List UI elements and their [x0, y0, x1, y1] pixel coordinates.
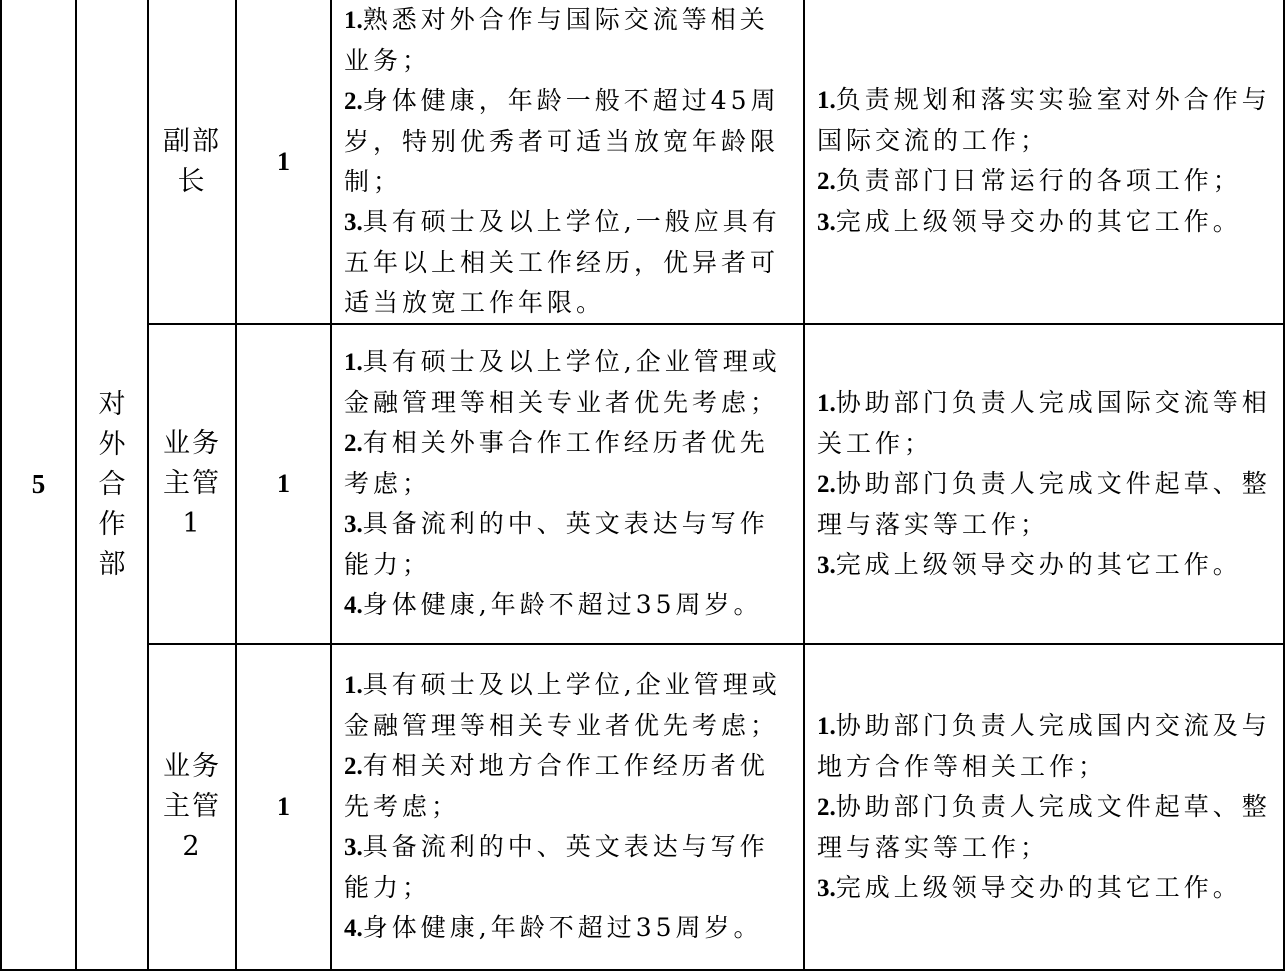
- duties-cell: [804, 644, 1284, 970]
- duty-item: 3.完成上级领导交办的其它工作。: [817, 549, 1242, 579]
- duty-item: 3.完成上级领导交办的其它工作。: [817, 207, 1242, 236]
- requirement-item: 2.身体健康，年龄一般不超过45周岁，特别优秀者可适当放宽年龄限制；: [344, 86, 780, 196]
- count-cell: [236, 644, 331, 970]
- requirement-item: 3.具备流利的中、英文表达与写作能力；: [344, 509, 769, 579]
- duty-item: 2.协助部门负责人完成文件起草、整理与落实等工作；: [817, 468, 1271, 539]
- table-row: [1, 324, 1284, 644]
- department-name: 对外合作部: [98, 388, 126, 580]
- requirement-item: 1.具有硕士及以上学位,企业管理或金融管理等相关专业者优先考虑；: [344, 347, 781, 417]
- duties-cell: [804, 324, 1284, 644]
- duty-item: 2.负责部门日常运行的各项工作；: [817, 166, 1242, 195]
- position-title: 业务主管2: [163, 751, 221, 862]
- requirement-item: 3.具备流利的中、英文表达与写作能力；: [344, 832, 769, 902]
- requirement-item: 3.具有硕士及以上学位,一般应具有五年以上相关工作经历，优异者可适当放宽工作年限。: [344, 207, 781, 317]
- requirement-item: 1.具有硕士及以上学位,企业管理或金融管理等相关专业者优先考虑；: [344, 670, 781, 740]
- position-title: 业务主管1: [163, 428, 221, 539]
- position-cell: [148, 644, 236, 970]
- headcount: 1: [277, 146, 290, 176]
- requirement-item: 4.身体健康,年龄不超过35周岁。: [344, 913, 763, 942]
- table-row: [1, 0, 1284, 324]
- requirements-cell: [331, 0, 804, 324]
- headcount: 1: [277, 792, 290, 821]
- requirement-item: 1.熟悉对外合作与国际交流等相关业务；: [344, 5, 769, 75]
- duty-item: 3.完成上级领导交办的其它工作。: [817, 872, 1242, 902]
- position-cell: [148, 324, 236, 644]
- position-cell: [148, 0, 236, 324]
- headcount: 1: [277, 469, 290, 498]
- department-cell: [76, 0, 148, 970]
- table-row: [1, 644, 1284, 970]
- duties-cell: [804, 0, 1284, 324]
- requirement-item: 2.有相关对地方合作工作经历者优先考虑；: [344, 751, 769, 821]
- requirement-item: 2.有相关外事合作工作经历者优先考虑；: [344, 428, 769, 498]
- position-title: 副部长: [163, 125, 221, 197]
- count-cell: [236, 324, 331, 644]
- duty-item: 1.负责规划和落实实验室对外合作与国际交流的工作；: [817, 85, 1271, 155]
- requirements-cell: [331, 644, 804, 970]
- duty-item: 1.协助部门负责人完成国际交流等相关工作；: [817, 387, 1271, 458]
- row-index-cell: [1, 0, 76, 970]
- count-cell: [236, 0, 331, 324]
- requirement-item: 4.身体健康,年龄不超过35周岁。: [344, 590, 763, 619]
- duty-item: 2.协助部门负责人完成文件起草、整理与落实等工作；: [817, 791, 1271, 862]
- duty-item: 1.协助部门负责人完成国内交流及与地方合作等相关工作；: [817, 710, 1271, 781]
- row-index: 5: [31, 469, 46, 499]
- requirements-cell: [331, 324, 804, 644]
